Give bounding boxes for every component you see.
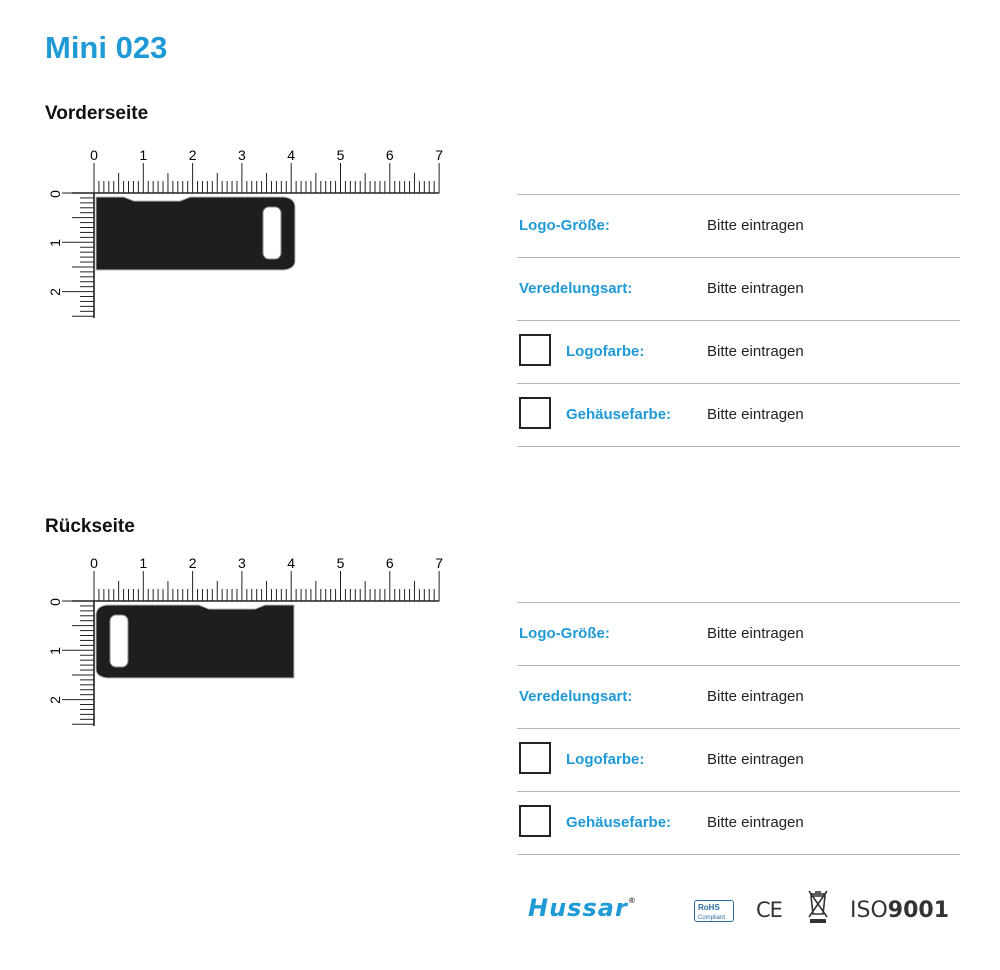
rohs-subtitle: Compliant bbox=[698, 915, 726, 921]
case-color-checkbox[interactable] bbox=[519, 805, 551, 837]
form-row-logo-size bbox=[517, 603, 960, 666]
ruler-y-label: 1 bbox=[47, 647, 63, 655]
logo-size-input[interactable]: Bitte eintragen bbox=[707, 217, 804, 234]
ruler-y-label: 0 bbox=[47, 190, 63, 198]
case-color-input[interactable]: Bitte eintragen bbox=[707, 406, 804, 423]
rohs-title: RoHS bbox=[698, 903, 720, 912]
form-row-logo-size bbox=[517, 195, 960, 258]
rohs-badge bbox=[694, 900, 734, 922]
field-label: Logo-Größe: bbox=[519, 217, 610, 234]
finishing-input[interactable]: Bitte eintragen bbox=[707, 688, 804, 705]
back-ruler-diagram bbox=[44, 548, 454, 733]
iso-number: 9001 bbox=[887, 898, 950, 923]
field-label: Logofarbe: bbox=[566, 751, 645, 768]
ruler-x-label: 4 bbox=[287, 555, 296, 571]
ruler-x-ticks bbox=[72, 571, 439, 601]
logo-color-input[interactable]: Bitte eintragen bbox=[707, 343, 804, 360]
ruler-x-label: 2 bbox=[188, 555, 197, 571]
front-form bbox=[517, 194, 960, 447]
ruler-x-label: 1 bbox=[139, 147, 148, 163]
field-label: Veredelungsart: bbox=[519, 688, 633, 705]
ruler-x-label: 6 bbox=[385, 555, 394, 571]
ce-mark: CE bbox=[756, 898, 782, 922]
case-color-checkbox[interactable] bbox=[519, 397, 551, 429]
back-form bbox=[517, 602, 960, 855]
logo-size-input[interactable]: Bitte eintragen bbox=[707, 625, 804, 642]
ruler-y-label: 2 bbox=[47, 288, 63, 296]
iso-prefix: ISO bbox=[850, 898, 888, 923]
crossed-bin-icon bbox=[806, 888, 830, 924]
form-row-logo-color bbox=[517, 321, 960, 384]
registered-mark: ® bbox=[627, 896, 637, 905]
form-row-logo-color bbox=[517, 729, 960, 792]
ruler-x-label: 2 bbox=[188, 147, 197, 163]
brand-name: Hussar bbox=[528, 894, 628, 922]
ruler-x-label: 0 bbox=[90, 147, 98, 163]
section-heading-back: Rückseite bbox=[45, 516, 135, 537]
ruler-x-label: 6 bbox=[385, 147, 394, 163]
ruler-x-ticks bbox=[72, 163, 439, 193]
keyring-slot bbox=[110, 615, 128, 667]
ruler-x-label: 3 bbox=[238, 555, 246, 571]
logo-color-checkbox[interactable] bbox=[519, 334, 551, 366]
ruler-x-label: 0 bbox=[90, 555, 98, 571]
logo-color-checkbox[interactable] bbox=[519, 742, 551, 774]
form-row-case-color bbox=[517, 792, 960, 855]
ruler-x-label: 7 bbox=[435, 555, 443, 571]
finishing-input[interactable]: Bitte eintragen bbox=[707, 280, 804, 297]
keyring-slot bbox=[263, 207, 281, 259]
ruler-x-label: 1 bbox=[139, 555, 148, 571]
ruler-x-label: 4 bbox=[287, 147, 296, 163]
hussar-logo bbox=[528, 894, 637, 922]
ruler-x-label: 3 bbox=[238, 147, 246, 163]
field-label: Logo-Größe: bbox=[519, 625, 610, 642]
field-label: Gehäusefarbe: bbox=[566, 814, 672, 831]
ruler-y-label: 1 bbox=[47, 239, 63, 247]
logo-color-input[interactable]: Bitte eintragen bbox=[707, 751, 804, 768]
ruler-y-label: 2 bbox=[47, 696, 63, 704]
form-row-case-color bbox=[517, 384, 960, 447]
ruler-y-ticks bbox=[62, 601, 94, 726]
ruler-y-ticks bbox=[62, 193, 94, 318]
case-color-input[interactable]: Bitte eintragen bbox=[707, 814, 804, 831]
certification-footer bbox=[528, 886, 958, 936]
field-label: Gehäusefarbe: bbox=[566, 406, 672, 423]
section-heading-front: Vorderseite bbox=[45, 103, 149, 124]
form-row-finishing bbox=[517, 666, 960, 729]
ruler-x-label: 5 bbox=[336, 555, 345, 571]
field-label: Logofarbe: bbox=[566, 343, 645, 360]
iso-9001-mark bbox=[850, 898, 949, 923]
field-label: Veredelungsart: bbox=[519, 280, 633, 297]
ruler-y-label: 0 bbox=[47, 598, 63, 606]
ruler-x-label: 5 bbox=[336, 147, 345, 163]
form-row-finishing bbox=[517, 258, 960, 321]
page-title: Mini 023 bbox=[45, 30, 168, 65]
ruler-x-label: 7 bbox=[435, 147, 443, 163]
front-ruler-diagram bbox=[44, 140, 454, 325]
